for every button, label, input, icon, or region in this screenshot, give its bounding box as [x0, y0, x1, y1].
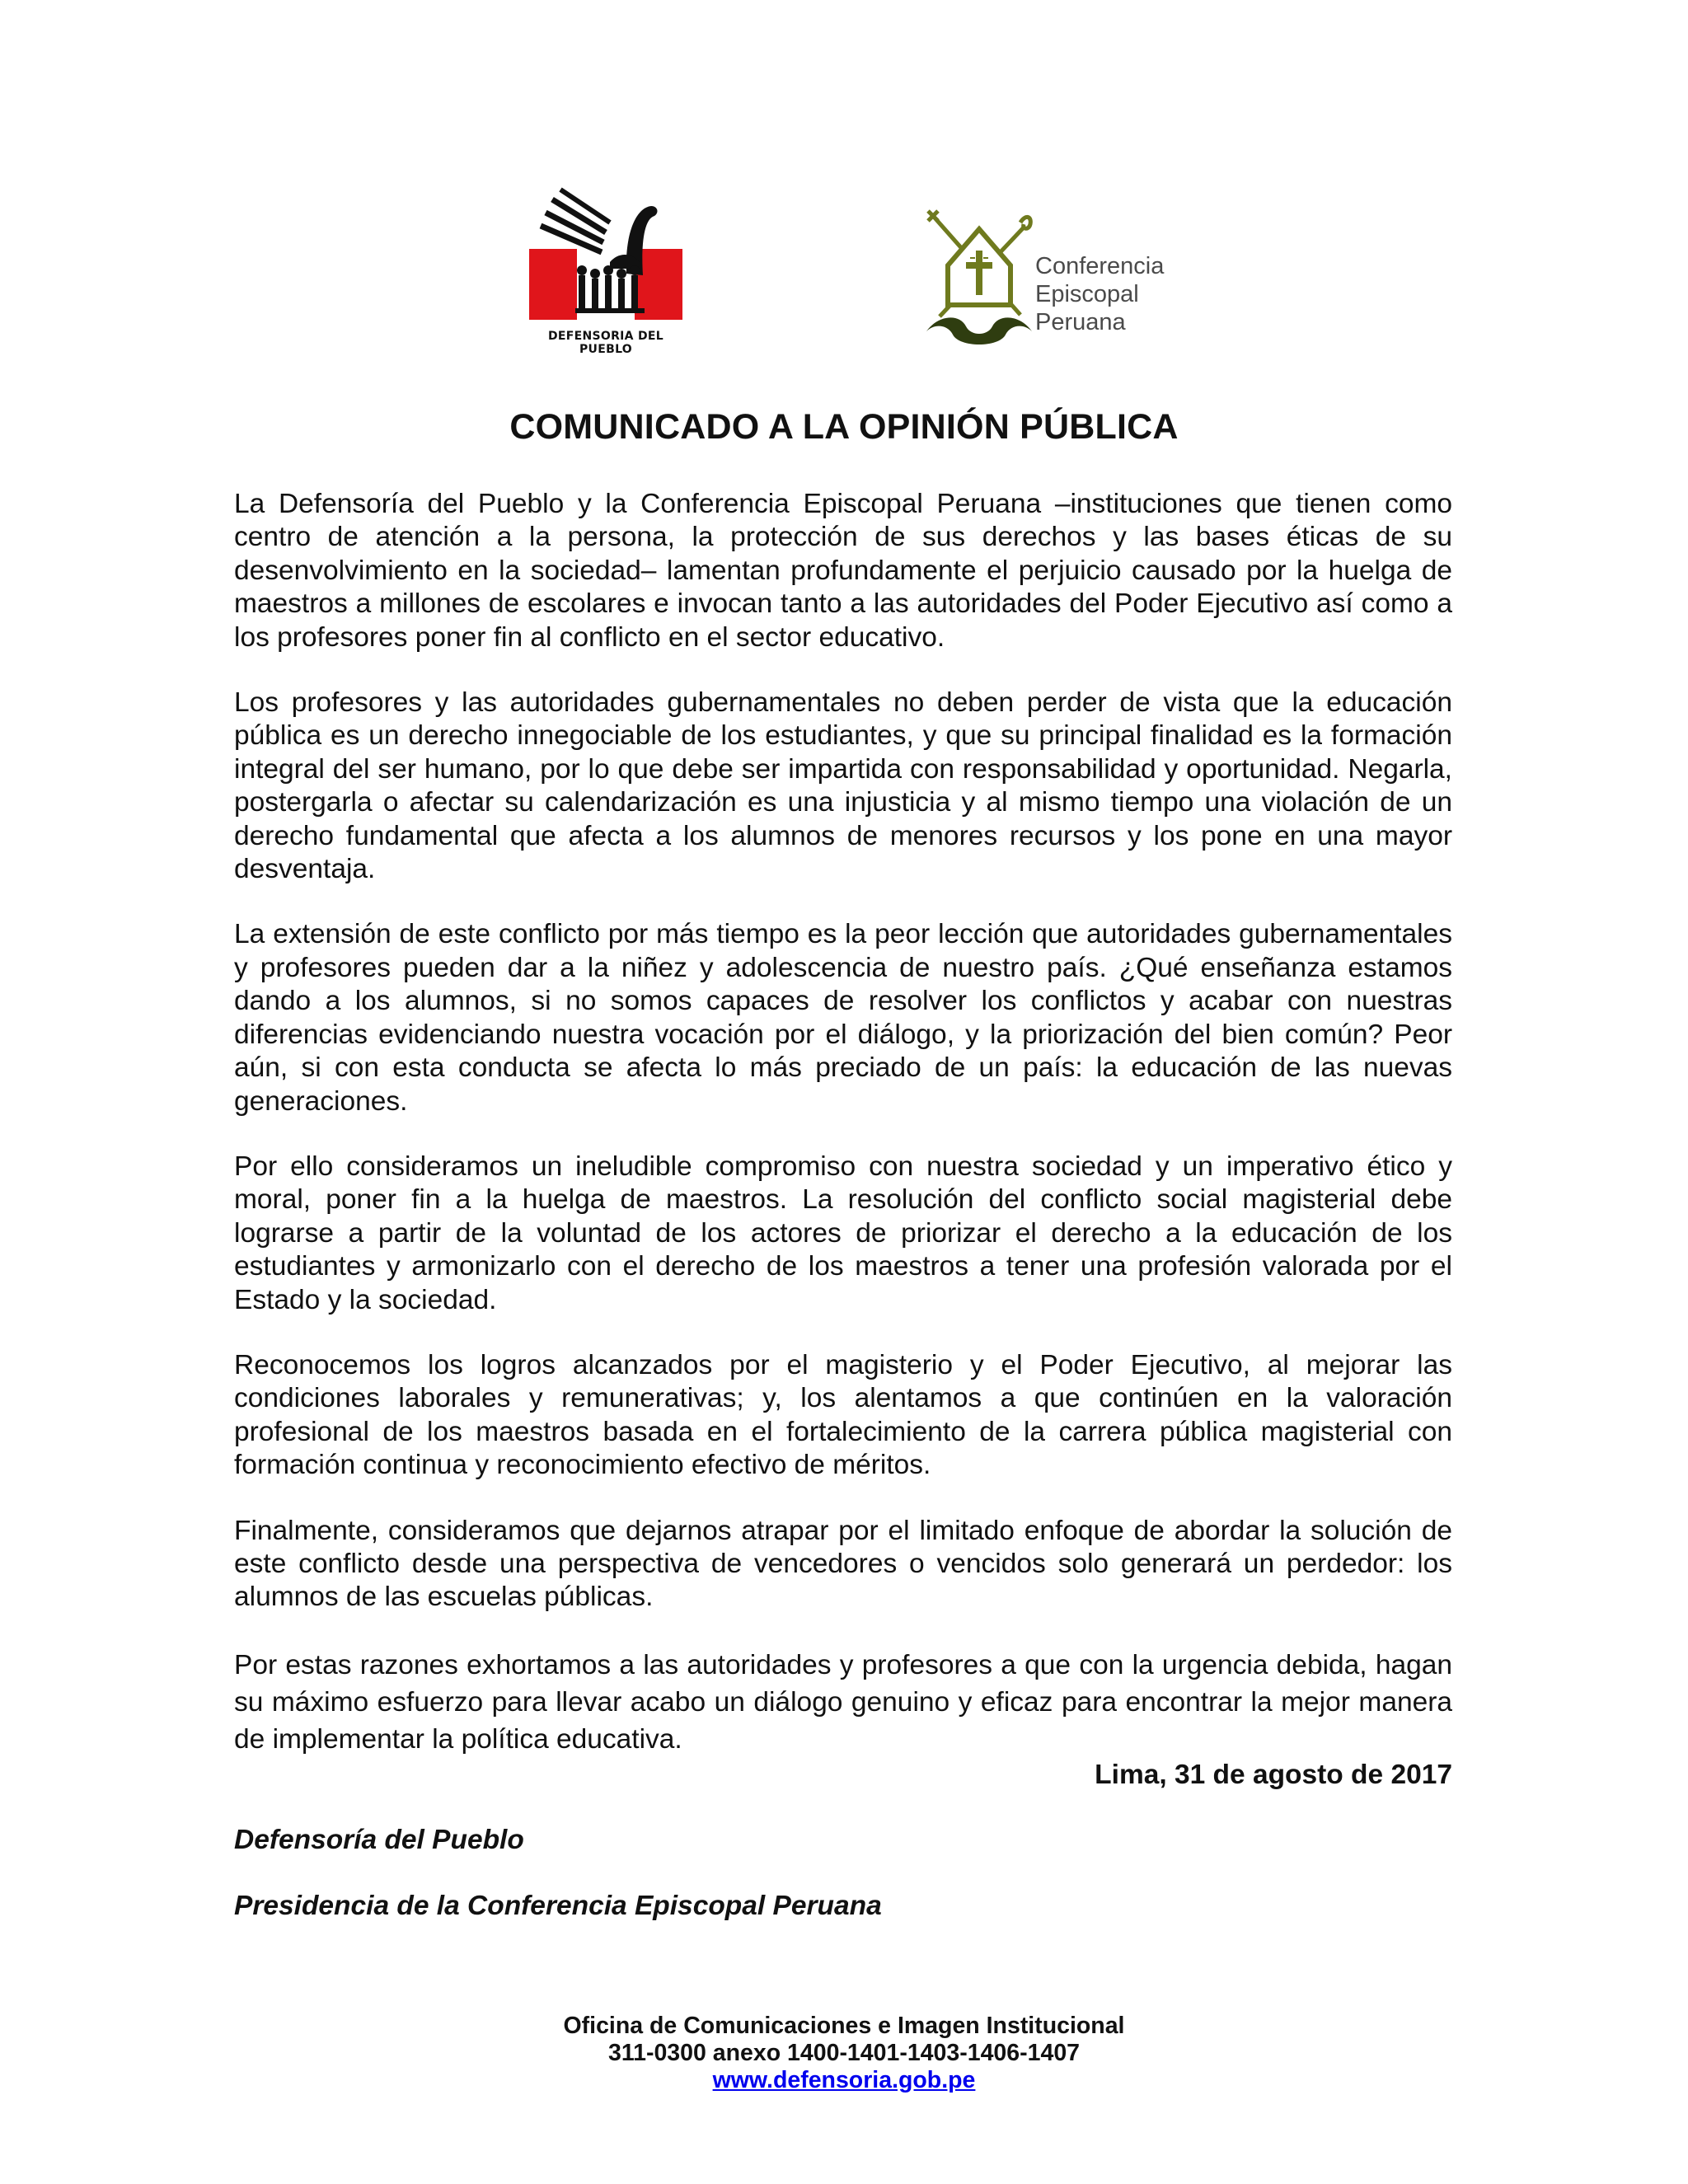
paragraph-7: Por estas razones exhortamos a las autoridades y profesores a que con la urgencia debida, hagan su máximo esfuerzo para llevar acabo un diálogo genuino y eficaz para encontrar la mejor manera de implementar la política educativa. [234, 1649, 1452, 1755]
cep-logo-text [1035, 252, 1251, 336]
paragraph-2: Los profesores y las autoridades gubernamentales no deben perder de vista que la educación pública es un derecho innegociable de los estudiantes, y que su principal finalidad es la formación integral del ser humano, por lo que debe ser impartida con responsabilidad y oportunidad. Negarla, postergarla o afectar su calendarización es una injusticia y al mismo tiempo una violación de un derecho fundamental que afecta a los alumnos de menores recursos y los pone en una mayor desventaja. [234, 687, 1452, 885]
footer [0, 2013, 1688, 2094]
cep-logo-line1: Conferencia Episcopal [1035, 253, 1165, 307]
defensoria-logo [528, 183, 684, 356]
body-text [234, 488, 1452, 1790]
footer-website-link[interactable]: www.defensoria.gob.pe [712, 2067, 976, 2093]
paragraph-5: Reconocemos los logros alcanzados por el magisterio y el Poder Ejecutivo, al mejorar las condiciones laborales y remunerativas; y, los alentamos a que continúen en la valoración profesional de los maestros basada en el fortalecimiento de la carrera pública magisterial con formación continua y reconocimiento efectivo de méritos. [234, 1349, 1452, 1481]
paragraph-4: Por ello consideramos un ineludible compromiso con nuestra sociedad y un imperativo ético y moral, poner fin a la huelga de maestros. La resolución del conflicto social magisterial debe lograrse a partir de la voluntad de los actores de priorizar el derecho a la educación de los estudiantes y armonizarlo con el derecho de los maestros a tener una profesión valorada por el Estado y la sociedad. [234, 1151, 1452, 1315]
document-title: COMUNICADO A LA OPINIÓN PÚBLICA [509, 407, 1179, 447]
defensoria-emblem-icon [528, 183, 684, 327]
paragraph-1: La Defensoría del Pueblo y la Conferencia Episcopal Peruana –instituciones que tienen como centro de atención a la persona, la protección de sus derechos y las bases éticas de su desenvolvimiento en la sociedad– lamentan profundamente el perjuicio causado por la huelga de maestros a millones de escolares e invocan tanto a las autoridades del Poder Ejecutivo así como a los profesores poner fin al conflicto en el sector educativo. [234, 489, 1452, 653]
cep-logo-line2: Peruana [1035, 309, 1126, 335]
footer-phone: 311-0300 anexo 1400-1401-1403-1406-1407 [607, 2040, 1081, 2066]
paragraph-6: Finalmente, consideramos que dejarnos atrapar por el limitado enfoque de abordar la solución de este conflicto desde una perspectiva de vencedores o vencidos solo generará un perdedor: los alumnos de las escuelas públicas. [234, 1515, 1452, 1613]
signature-defensoria: Defensoría del Pueblo [234, 1825, 524, 1855]
footer-office: Oficina de Comunicaciones e Imagen Institucional [563, 2013, 1125, 2039]
paragraph-3: La extensión de este conflicto por más tiempo es la peor lección que autoridades gubernamentales y profesores pueden dar a la niñez y adolescencia de nuestro país. ¿Qué enseñanza estamos dando a los alumnos, si no somos capaces de resolver los conflictos y acabar con nuestras diferencias evidenciando nuestra vocación por el diálogo, y la priorización del bien común? Peor aún, si con esta conducta se afecta lo más preciado de un país: la educación de las nuevas generaciones. [234, 919, 1452, 1117]
signature-cep: Presidencia de la Conferencia Episcopal Peruana [234, 1891, 882, 1921]
defensoria-logo-caption: DEFENSORIA DEL PUEBLO [547, 330, 664, 356]
cep-logo [921, 208, 1251, 356]
document-date: Lima, 31 de agosto de 2017 [1095, 1760, 1452, 1790]
cep-mitre-icon [921, 208, 1037, 356]
